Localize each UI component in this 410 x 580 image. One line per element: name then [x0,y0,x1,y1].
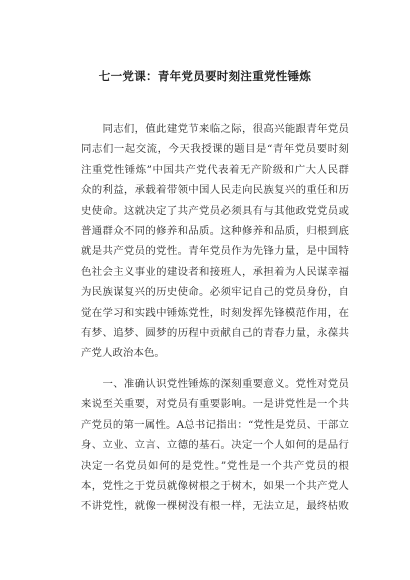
text-line: 身、立业、立言、立德的基石。决定一个人如何的是品行 [81,439,349,452]
document-body [81,119,349,527]
text-line: 同志们，值此建党节来临之际，很高兴能跟青年党员 [81,123,349,135]
text-line: 史使命。这就决定了共产党员必须具有与其他政党党员或 [81,204,349,217]
text-line: 色社会主义事业的建设者和接班人，承担着为人民谋幸福 [81,265,349,278]
text-line: 本，党性之于党员就像树根之于树木，如果一个共产党人 [81,479,349,492]
text-line: 来说至关重要，对党员有重要影响。一是讲党性是一个共 [81,398,349,411]
text-line: 一、准确认识党性锤炼的深刻重要意义。党性对党员 [81,377,349,390]
paragraph-2 [81,374,349,517]
text-line: 众的利益，承载着带领中国人民走向民族复兴的重任和历 [81,184,349,197]
text-line: 产党员的第一属性。A总书记指出：“党性是党员、干部立 [81,418,349,431]
text-line: 注重党性锤炼”中国共产党代表着无产阶级和广大人民群 [81,163,349,176]
text-line: 就是共产党员的党性。青年党员作为先锋力量，是中国特 [81,245,349,258]
text-line: 不讲党性，就像一棵树没有根一样，无法立足，最终枯败 [81,500,349,513]
text-line: 同志们一起交流，今天我授课的题目是“青年党员要时刻 [81,143,349,156]
text-line: 有梦、追梦、圆梦的历程中贡献自己的青春力量，永葆共 [81,327,349,340]
text-line: 为民族谋复兴的历史使命。必须牢记自己的党员身份，自 [81,286,349,299]
document-title: 七一党课：青年党员要时刻注重党性锤炼 [98,69,312,83]
paragraph-1 [81,119,349,364]
text-line: 产党人政治本色。 [81,347,165,360]
text-line: 决定一名党员如何的是党性。”党性是一个共产党员的根 [81,459,349,472]
text-line: 普通群众不同的修养和品质。这种修养和品质，归根到底 [81,225,349,238]
text-line: 觉在学习和实践中锤炼党性，时刻发挥先锋模范作用，在 [81,306,349,319]
